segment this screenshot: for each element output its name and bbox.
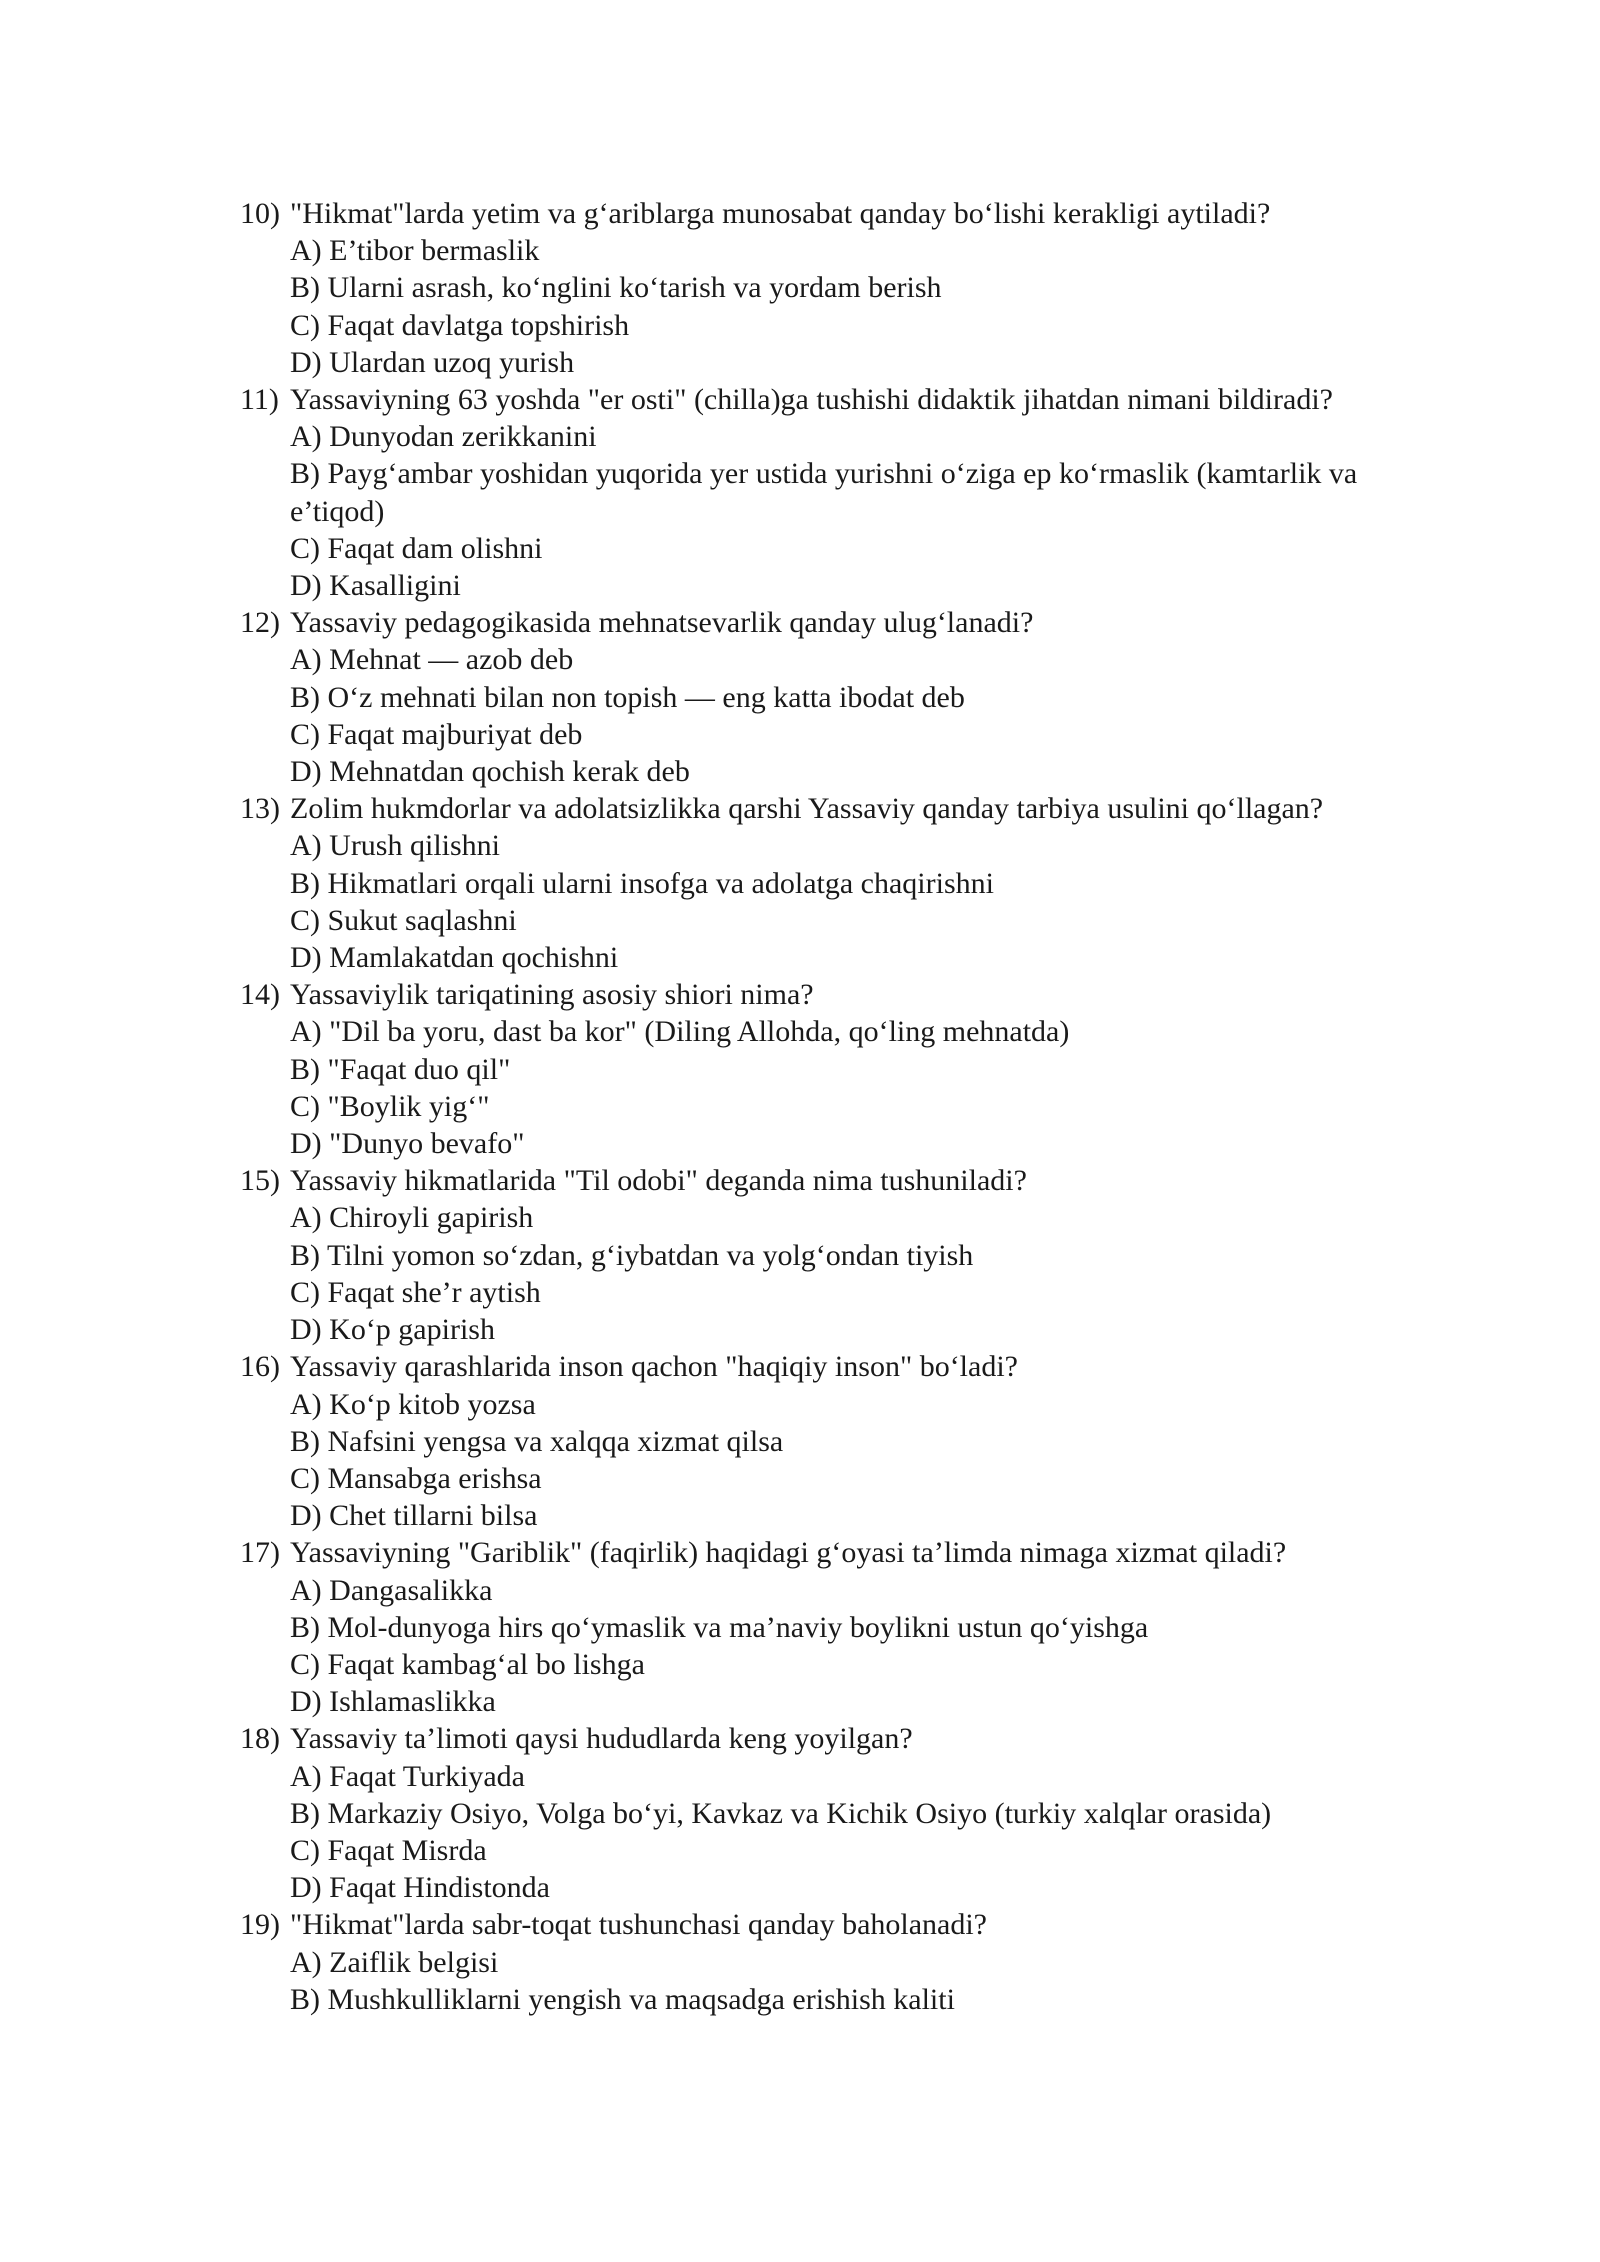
answer-option: C) Faqat she’r aytish: [290, 1275, 541, 1309]
answer-options: [290, 1199, 1410, 1348]
answer-option: A) Dangasalikka: [290, 1573, 493, 1607]
answer-option: A) Faqat Turkiyada: [290, 1759, 525, 1793]
answer-option: A) Ko‘p kitob yozsa: [290, 1387, 536, 1421]
question-text: Yassaviyning "Gariblik" (faqirlik) haqidagi g‘oyasi ta’limda nimaga xizmat qiladi?: [290, 1536, 1287, 1570]
question-number: 16): [240, 1350, 280, 1384]
question-line: [240, 1162, 1410, 1199]
question-line: [240, 604, 1410, 641]
answer-option: B) Hikmatlari orqali ularni insofga va adolatga chaqirishni: [290, 866, 994, 900]
question-text: Yassaviy hikmatlarida "Til odobi" deganda nima tushuniladi?: [290, 1164, 1027, 1198]
answer-option: B) Ularni asrash, ko‘nglini ko‘tarish va yordam berish: [290, 271, 942, 305]
question-text: Yassaviy ta’limoti qaysi hududlarda keng yoyilgan?: [290, 1722, 913, 1756]
answer-option: C) Faqat Misrda: [290, 1833, 487, 1867]
answer-option: D) "Dunyo bevafo": [290, 1127, 525, 1161]
answer-option: A) E’tibor bermaslik: [290, 234, 540, 268]
question-text: Yassaviy qarashlarida inson qachon "haqiqiy inson" bo‘ladi?: [290, 1350, 1018, 1384]
question-item: [240, 1348, 1410, 1534]
question-item: [240, 1162, 1410, 1348]
answer-option: D) Mamlakatdan qochishni: [290, 941, 619, 975]
question-list: [240, 195, 1410, 2018]
question-number: 17): [240, 1536, 280, 1570]
answer-option: A) Mehnat — azob deb: [290, 643, 574, 677]
question-text: "Hikmat"larda sabr-toqat tushunchasi qanday baholanadi?: [290, 1908, 988, 1942]
answer-option: A) Dunyodan zerikkanini: [290, 420, 597, 454]
question-text: Yassaviylik tariqatining asosiy shiori nima?: [290, 978, 814, 1012]
answer-option: C) "Boylik yig‘": [290, 1089, 490, 1123]
answer-option: D) Chet tillarni bilsa: [290, 1499, 538, 1533]
answer-option: B) O‘z mehnati bilan non topish — eng katta ibodat deb: [290, 680, 965, 714]
answer-options: [290, 1758, 1410, 1907]
question-number: 19): [240, 1908, 280, 1942]
answer-option: A) "Dil ba yoru, dast ba kor" (Diling Allohda, qo‘ling mehnatda): [290, 1015, 1070, 1049]
question-number: 18): [240, 1722, 280, 1756]
answer-option: C) Mansabga erishsa: [290, 1461, 542, 1495]
answer-option: D) Faqat Hindistonda: [290, 1871, 550, 1905]
question-item: [240, 1534, 1410, 1720]
answer-option: B) Nafsini yengsa va xalqqa xizmat qilsa: [290, 1424, 784, 1458]
answer-option: A) Chiroyli gapirish: [290, 1201, 534, 1235]
answer-options: [290, 827, 1410, 976]
question-item: [240, 604, 1410, 790]
question-line: [240, 195, 1410, 232]
answer-options: [290, 1572, 1410, 1721]
answer-options: [290, 1386, 1410, 1535]
question-text: Yassaviyning 63 yoshda "er osti" (chilla)ga tushishi didaktik jihatdan nimani bildiradi?: [290, 383, 1333, 417]
question-line: [240, 790, 1410, 827]
answer-option: C) Sukut saqlashni: [290, 903, 517, 937]
question-line: [240, 1534, 1410, 1571]
answer-option: C) Faqat kambag‘al bo lishga: [290, 1647, 645, 1681]
answer-options: [290, 1013, 1410, 1162]
question-line: [240, 1348, 1410, 1385]
question-text: "Hikmat"larda yetim va g‘ariblarga munosabat qanday bo‘lishi kerakligi aytiladi?: [290, 197, 1271, 230]
answer-options: [290, 232, 1410, 381]
answer-option: B) Mol-dunyoga hirs qo‘ymaslik va ma’naviy boylikni ustun qo‘yishga: [290, 1610, 1149, 1644]
question-number: 12): [240, 606, 280, 640]
answer-option: A) Zaiflik belgisi: [290, 1945, 499, 1979]
question-number: 13): [240, 792, 280, 826]
question-number: 10): [240, 197, 280, 230]
question-line: [240, 381, 1410, 418]
answer-option: B) Mushkulliklarni yengish va maqsadga erishish kaliti: [290, 1982, 955, 2016]
question-line: [240, 1906, 1410, 1943]
answer-option: B) Markaziy Osiyo, Volga bo‘yi, Kavkaz va Kichik Osiyo (turkiy xalqlar orasida): [290, 1796, 1272, 1830]
answer-option: B) Payg‘ambar yoshidan yuqorida yer ustida yurishni o‘ziga ep ko‘rmaslik (kamtarlik va e’tiqod): [290, 457, 1358, 528]
question-item: [240, 1720, 1410, 1906]
answer-options: [290, 641, 1410, 790]
answer-option: A) Urush qilishni: [290, 829, 500, 863]
answer-options: [290, 418, 1410, 604]
question-number: 15): [240, 1164, 280, 1198]
question-number: 11): [240, 383, 279, 417]
answer-option: D) Ishlamaslikka: [290, 1685, 496, 1719]
question-item: [240, 381, 1410, 604]
answer-option: D) Ulardan uzoq yurish: [290, 345, 575, 379]
question-line: [240, 976, 1410, 1013]
question-text: Zolim hukmdorlar va adolatsizlikka qarshi Yassaviy qanday tarbiya usulini qo‘llagan?: [290, 792, 1324, 826]
answer-option: B) Tilni yomon so‘zdan, g‘iybatdan va yolg‘ondan tiyish: [290, 1238, 974, 1272]
answer-option: B) "Faqat duo qil": [290, 1052, 511, 1086]
answer-option: C) Faqat dam olishni: [290, 531, 543, 565]
question-item: [240, 790, 1410, 976]
answer-option: D) Mehnatdan qochish kerak deb: [290, 755, 690, 789]
question-line: [240, 1720, 1410, 1757]
question-text: Yassaviy pedagogikasida mehnatsevarlik qanday ulug‘lanadi?: [290, 606, 1034, 640]
answer-option: C) Faqat majburiyat deb: [290, 717, 583, 751]
answer-option: D) Ko‘p gapirish: [290, 1313, 495, 1347]
question-number: 14): [240, 978, 280, 1012]
answer-option: D) Kasalligini: [290, 569, 461, 603]
answer-options: [290, 1944, 1410, 2018]
answer-option: C) Faqat davlatga topshirish: [290, 308, 630, 342]
question-item: [240, 1906, 1410, 2018]
question-item: [240, 976, 1410, 1162]
question-item: [240, 195, 1410, 381]
